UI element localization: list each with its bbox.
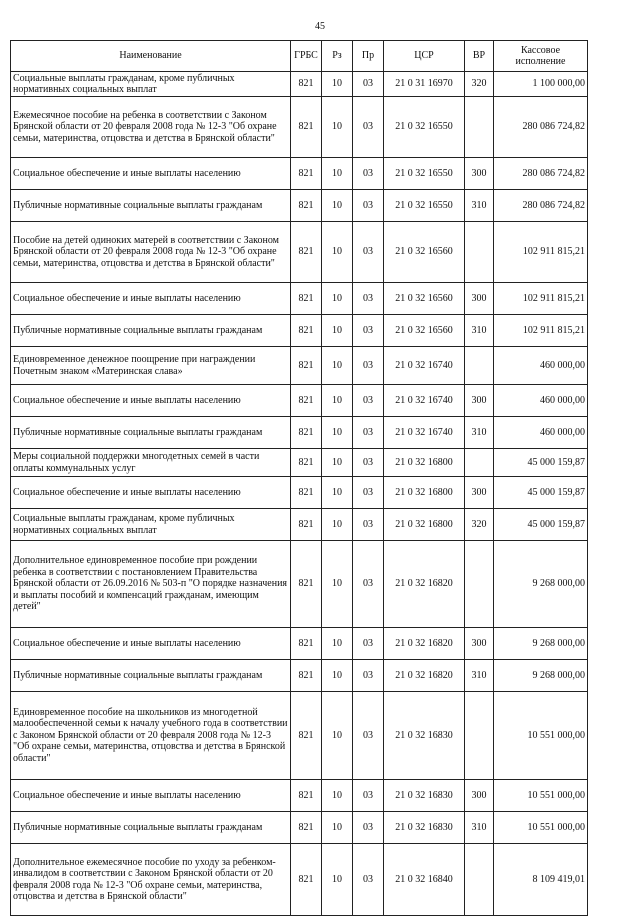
table-row [11,97,588,158]
cell-grbs: 821 [291,190,322,222]
header-grbs: ГРБС [291,41,322,72]
cell-grbs: 821 [291,780,322,812]
cell-csr: 21 0 32 16550 [384,190,465,222]
cell-rz: 10 [322,190,353,222]
cell-pr: 03 [353,692,384,780]
cell-csr: 21 0 32 16740 [384,347,465,385]
cell-csr: 21 0 32 16830 [384,812,465,844]
header-vr: ВР [465,41,494,72]
cell-grbs: 821 [291,72,322,97]
cell-amount: 280 086 724,82 [494,190,588,222]
cell-amount: 460 000,00 [494,347,588,385]
header-name: Наименование [11,41,291,72]
cell-rz: 10 [322,812,353,844]
table-row [11,347,588,385]
cell-csr: 21 0 32 16820 [384,628,465,660]
cell-name: Социальное обеспечение и иные выплаты населению [11,780,291,812]
cell-name: Социальные выплаты гражданам, кроме публичных нормативных социальных выплат [11,72,291,97]
cell-rz: 10 [322,660,353,692]
cell-vr [465,692,494,780]
cell-amount: 9 268 000,00 [494,541,588,628]
cell-name: Социальное обеспечение и иные выплаты населению [11,477,291,509]
cell-rz: 10 [322,844,353,916]
cell-vr [465,347,494,385]
cell-grbs: 821 [291,222,322,283]
cell-vr: 320 [465,509,494,541]
cell-grbs: 821 [291,315,322,347]
cell-vr: 300 [465,158,494,190]
cell-grbs: 821 [291,628,322,660]
cell-vr: 300 [465,385,494,417]
page-number: 45 [315,21,325,32]
cell-pr: 03 [353,844,384,916]
table-row [11,190,588,222]
cell-name: Публичные нормативные социальные выплаты гражданам [11,660,291,692]
cell-csr: 21 0 32 16800 [384,509,465,541]
cell-grbs: 821 [291,509,322,541]
cell-name: Публичные нормативные социальные выплаты гражданам [11,417,291,449]
cell-csr: 21 0 32 16820 [384,660,465,692]
cell-amount: 10 551 000,00 [494,692,588,780]
cell-grbs: 821 [291,812,322,844]
cell-name: Публичные нормативные социальные выплаты гражданам [11,315,291,347]
cell-amount: 460 000,00 [494,385,588,417]
table-row [11,283,588,315]
cell-name: Дополнительное ежемесячное пособие по уходу за ребенком-инвалидом в соответствии с Законом Брянской области от 20 февраля 2008 года № 12-3 "Об охране семьи, материнства, отцовства и детства в Брянской области" [11,844,291,916]
cell-vr [465,541,494,628]
cell-pr: 03 [353,780,384,812]
cell-amount: 45 000 159,87 [494,477,588,509]
cell-csr: 21 0 31 16970 [384,72,465,97]
cell-csr: 21 0 32 16800 [384,449,465,477]
cell-grbs: 821 [291,449,322,477]
cell-rz: 10 [322,692,353,780]
cell-amount: 102 911 815,21 [494,315,588,347]
table-row [11,541,588,628]
cell-rz: 10 [322,509,353,541]
cell-name: Пособие на детей одиноких матерей в соответствии с Законом Брянской области от 20 февраля 2008 года № 12-3 "Об охране семьи, материнства, отцовства и детства в Брянской области" [11,222,291,283]
cell-rz: 10 [322,283,353,315]
cell-name: Ежемесячное пособие на ребенка в соответствии с Законом Брянской области от 20 февраля 2008 года № 12-3 "Об охране семьи, материнства, отцовства и детства в Брянской области" [11,97,291,158]
cell-grbs: 821 [291,417,322,449]
cell-name: Единовременное пособие на школьников из многодетной малообеспеченной семьи к началу учебного года в соответствии с Законом Брянской области от 20 февраля 2008 года № 12-3 "Об охране семьи, материнства, отцовства и детства в Брянской области" [11,692,291,780]
cell-csr: 21 0 32 16550 [384,158,465,190]
table-row [11,158,588,190]
cell-rz: 10 [322,385,353,417]
cell-vr: 300 [465,628,494,660]
header-amount-line1: Кассовое [520,44,561,56]
cell-pr: 03 [353,541,384,628]
cell-grbs: 821 [291,283,322,315]
cell-vr [465,449,494,477]
table-row [11,72,588,97]
cell-pr: 03 [353,812,384,844]
cell-pr: 03 [353,417,384,449]
cell-name: Публичные нормативные социальные выплаты гражданам [11,190,291,222]
cell-amount: 45 000 159,87 [494,509,588,541]
table-row [11,222,588,283]
budget-execution-table [10,40,588,916]
cell-name: Социальные выплаты гражданам, кроме публичных нормативных социальных выплат [11,509,291,541]
cell-vr: 300 [465,477,494,509]
cell-pr: 03 [353,190,384,222]
cell-rz: 10 [322,449,353,477]
table-row [11,812,588,844]
cell-csr: 21 0 32 16800 [384,477,465,509]
table-row [11,315,588,347]
cell-amount: 10 551 000,00 [494,780,588,812]
cell-vr: 310 [465,812,494,844]
cell-rz: 10 [322,347,353,385]
cell-amount: 1 100 000,00 [494,72,588,97]
cell-pr: 03 [353,628,384,660]
cell-pr: 03 [353,222,384,283]
cell-rz: 10 [322,315,353,347]
cell-rz: 10 [322,541,353,628]
cell-csr: 21 0 32 16560 [384,222,465,283]
cell-grbs: 821 [291,385,322,417]
cell-vr: 300 [465,780,494,812]
cell-vr [465,222,494,283]
cell-amount: 280 086 724,82 [494,97,588,158]
cell-rz: 10 [322,628,353,660]
table-row [11,449,588,477]
cell-amount: 45 000 159,87 [494,449,588,477]
cell-grbs: 821 [291,97,322,158]
cell-pr: 03 [353,347,384,385]
cell-vr: 300 [465,283,494,315]
cell-pr: 03 [353,509,384,541]
cell-grbs: 821 [291,844,322,916]
cell-vr: 320 [465,72,494,97]
cell-name: Дополнительное единовременное пособие при рождении ребенка в соответствии с постановлением Правительства Брянской области от 26.09.2016 № 503-п "О порядке назначения и выплаты пособий и компенсаций гражданам, имеющим детей" [11,541,291,628]
cell-rz: 10 [322,417,353,449]
table-row [11,385,588,417]
cell-amount: 102 911 815,21 [494,222,588,283]
cell-csr: 21 0 32 16840 [384,844,465,916]
table-row [11,628,588,660]
cell-vr: 310 [465,660,494,692]
table-row [11,477,588,509]
table-row [11,417,588,449]
cell-grbs: 821 [291,660,322,692]
header-amount [494,41,588,72]
table-row [11,692,588,780]
cell-csr: 21 0 32 16740 [384,385,465,417]
cell-vr: 310 [465,417,494,449]
cell-amount: 102 911 815,21 [494,283,588,315]
cell-pr: 03 [353,660,384,692]
cell-pr: 03 [353,97,384,158]
header-amount-line2: исполнение [515,56,566,67]
cell-csr: 21 0 32 16820 [384,541,465,628]
cell-rz: 10 [322,158,353,190]
table-row [11,509,588,541]
cell-name: Единовременное денежное поощрение при награждении Почетным знаком «Материнская слава» [11,347,291,385]
cell-pr: 03 [353,449,384,477]
cell-csr: 21 0 32 16560 [384,315,465,347]
cell-name: Социальное обеспечение и иные выплаты населению [11,283,291,315]
cell-name: Публичные нормативные социальные выплаты гражданам [11,812,291,844]
cell-amount: 10 551 000,00 [494,812,588,844]
cell-amount: 9 268 000,00 [494,660,588,692]
cell-pr: 03 [353,315,384,347]
cell-csr: 21 0 32 16830 [384,780,465,812]
cell-pr: 03 [353,72,384,97]
cell-name: Социальное обеспечение и иные выплаты населению [11,158,291,190]
cell-csr: 21 0 32 16550 [384,97,465,158]
header-rz: Рз [322,41,353,72]
cell-amount: 8 109 419,01 [494,844,588,916]
header-pr: Пр [353,41,384,72]
cell-pr: 03 [353,283,384,315]
table-body [11,72,588,916]
cell-grbs: 821 [291,692,322,780]
cell-vr: 310 [465,190,494,222]
cell-name: Социальное обеспечение и иные выплаты населению [11,385,291,417]
cell-rz: 10 [322,780,353,812]
cell-csr: 21 0 32 16740 [384,417,465,449]
cell-rz: 10 [322,222,353,283]
header-csr: ЦСР [384,41,465,72]
cell-amount: 460 000,00 [494,417,588,449]
cell-pr: 03 [353,477,384,509]
cell-rz: 10 [322,97,353,158]
cell-vr [465,97,494,158]
table-row [11,660,588,692]
cell-amount: 280 086 724,82 [494,158,588,190]
cell-pr: 03 [353,158,384,190]
cell-grbs: 821 [291,477,322,509]
cell-rz: 10 [322,477,353,509]
cell-amount: 9 268 000,00 [494,628,588,660]
table-row [11,780,588,812]
cell-grbs: 821 [291,541,322,628]
cell-rz: 10 [322,72,353,97]
cell-vr: 310 [465,315,494,347]
cell-name: Социальное обеспечение и иные выплаты населению [11,628,291,660]
cell-pr: 03 [353,385,384,417]
cell-csr: 21 0 32 16560 [384,283,465,315]
table-header-row [11,41,588,72]
cell-name: Меры социальной поддержки многодетных семей в части оплаты коммунальных услуг [11,449,291,477]
cell-grbs: 821 [291,158,322,190]
cell-csr: 21 0 32 16830 [384,692,465,780]
cell-grbs: 821 [291,347,322,385]
